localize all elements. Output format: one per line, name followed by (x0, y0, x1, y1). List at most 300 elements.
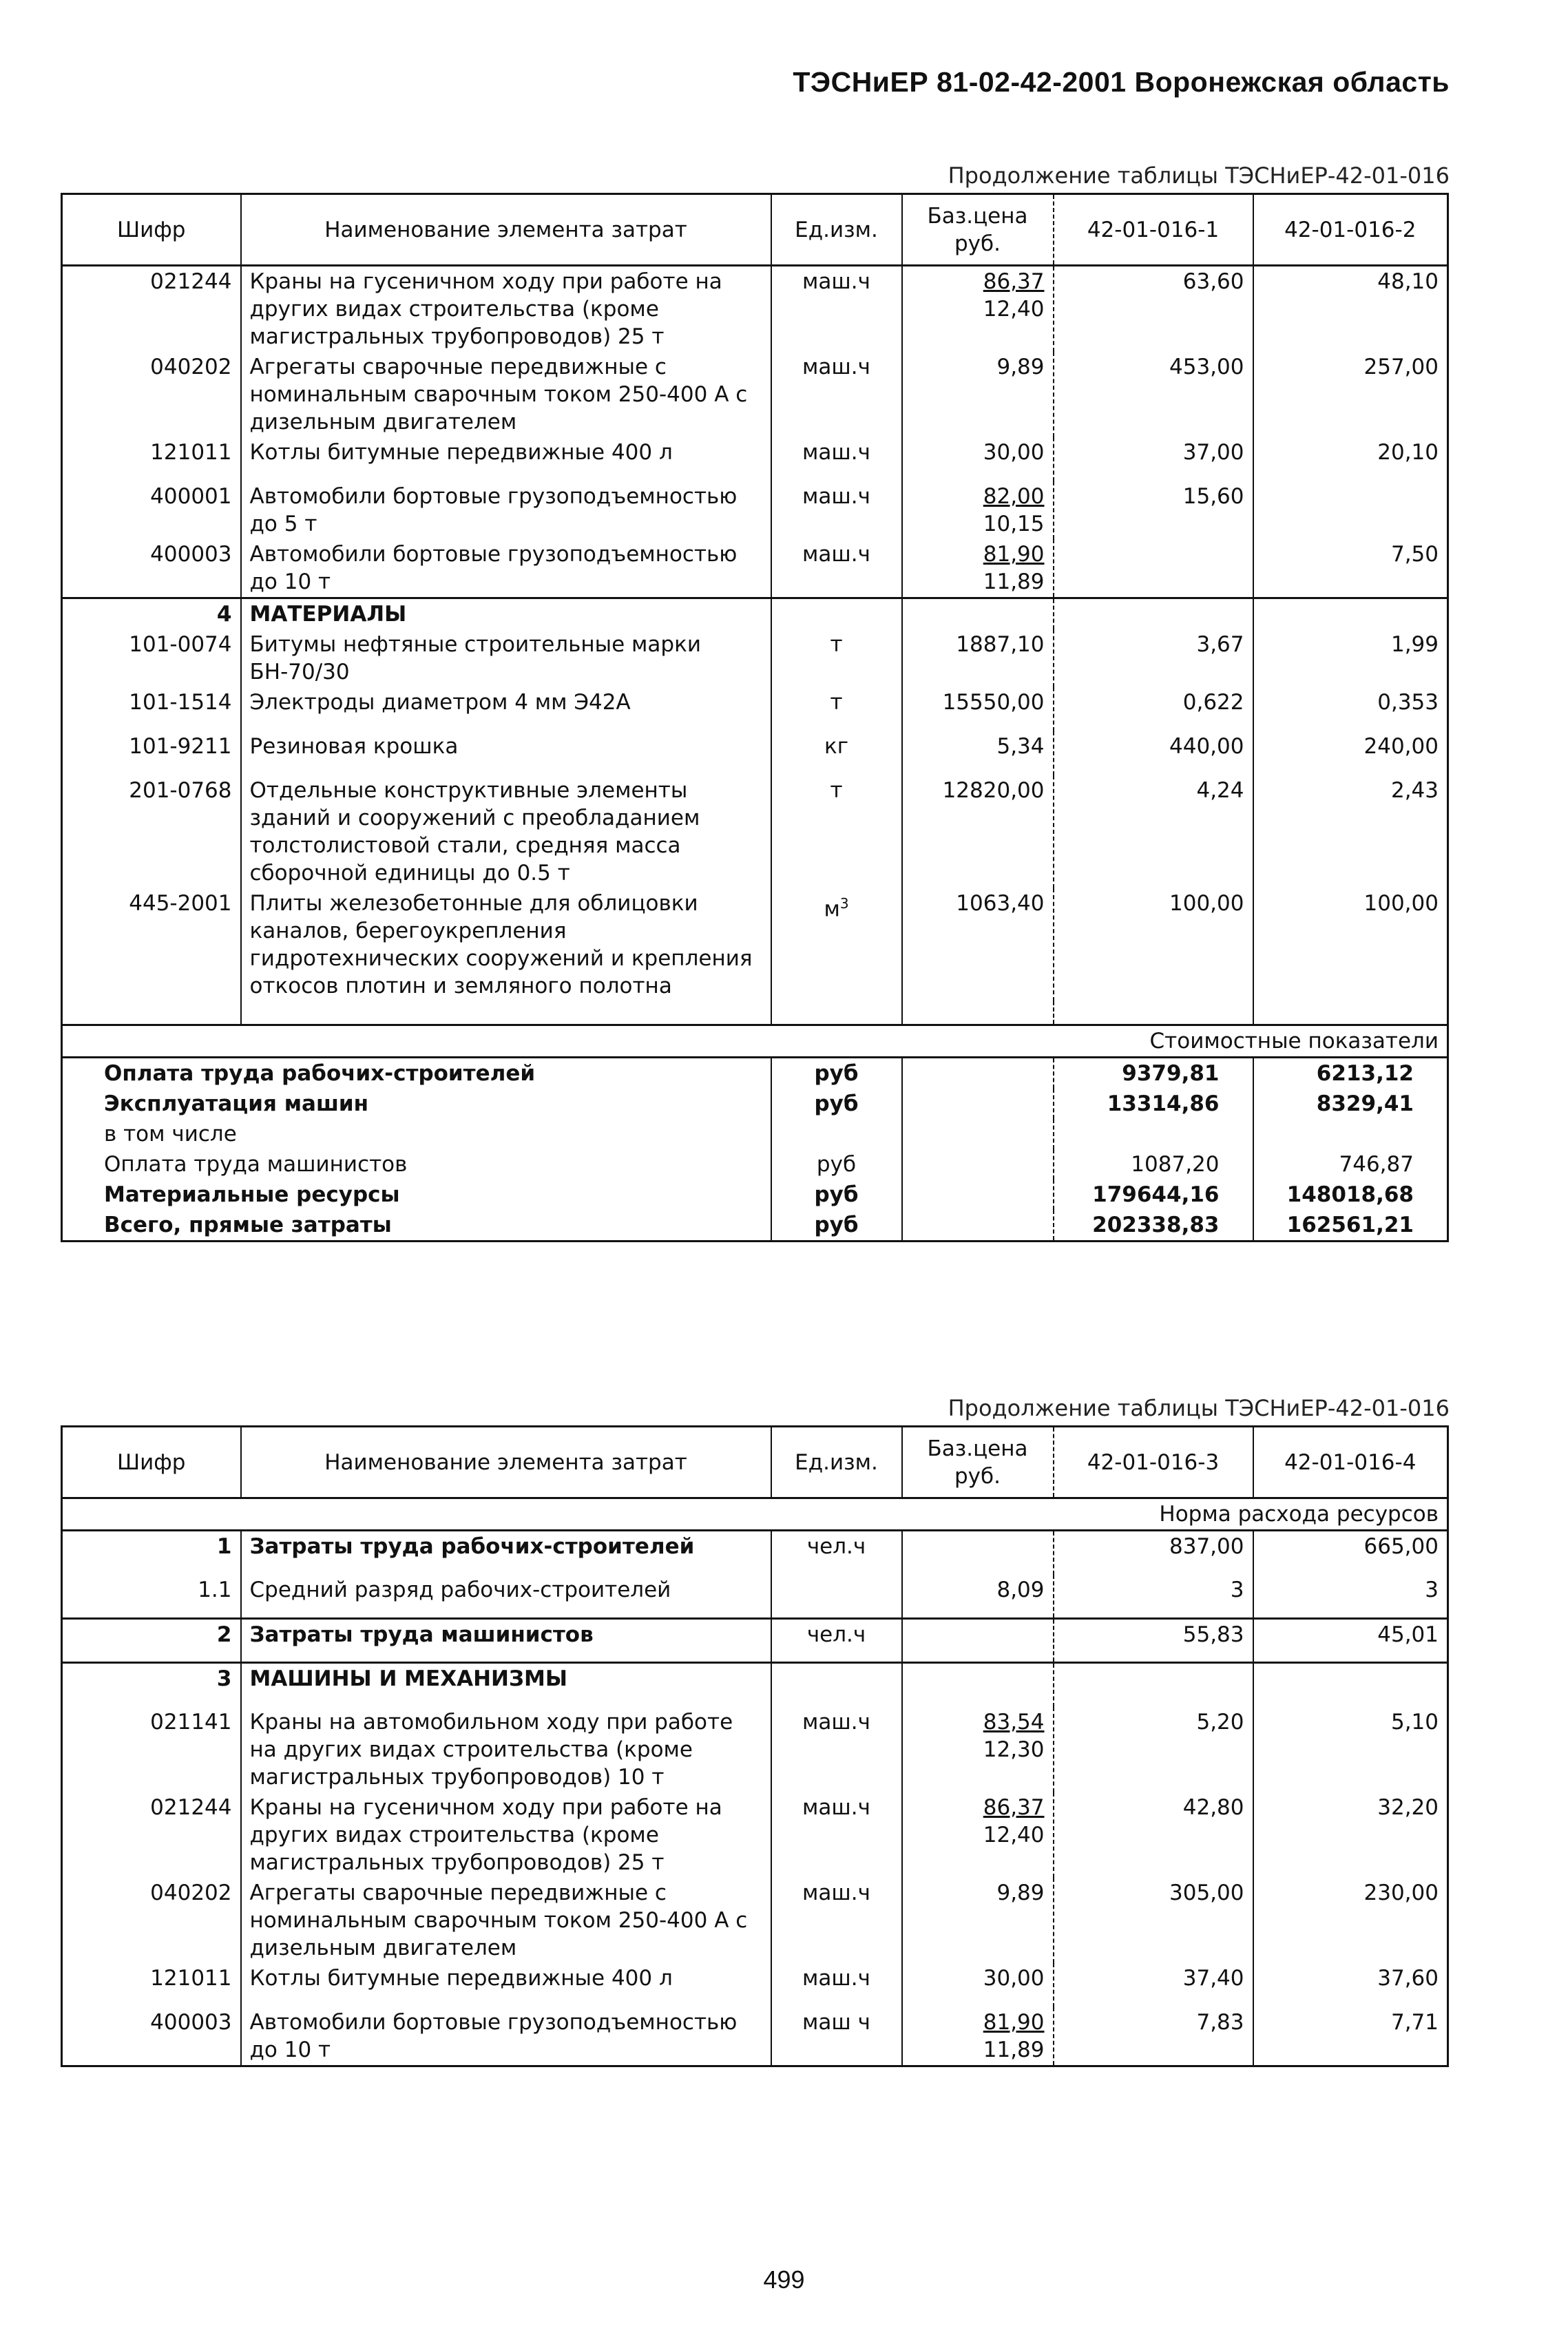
col-code-header: Шифр (62, 194, 241, 266)
table-row (62, 1963, 1448, 2007)
price-cell (902, 2007, 1054, 2066)
code-cell-text: 1 (216, 1534, 232, 1559)
name-cell (241, 1963, 771, 2007)
price-cell (902, 1963, 1054, 2007)
document-header: ТЭСНиЕР 81-02-42-2001 Воронежская область (793, 66, 1450, 98)
name-cell (241, 1878, 771, 1963)
table-row (62, 1663, 1448, 1707)
norm-value-2 (1253, 775, 1448, 888)
col-norm3-header: 42-01-016-3 (1054, 1427, 1253, 1498)
summary-value-1-text: 179644,16 (1092, 1182, 1220, 1207)
summary-value-1 (1054, 1180, 1253, 1210)
summary-label (62, 1089, 771, 1119)
base-price: 5,34 (996, 734, 1045, 759)
table2-header-row (62, 1427, 1448, 1498)
unit-cell-text: маш.ч (802, 484, 870, 509)
name-cell-text: МАШИНЫ И МЕХАНИЗМЫ (249, 1666, 567, 1691)
code-cell-text: 400003 (150, 2009, 232, 2035)
name-cell-text: Затраты труда рабочих-строителей (249, 1534, 695, 1559)
code-cell-text: 021244 (150, 1794, 232, 1820)
unit-cell-text: т (830, 632, 843, 657)
code-cell-text: 040202 (150, 1880, 232, 1905)
summary-value-2-text: 8329,41 (1316, 1091, 1414, 1116)
summary-value-1-text: 1087,20 (1131, 1151, 1220, 1177)
norm-value-2 (1253, 888, 1448, 1001)
norm-value-1 (1054, 437, 1253, 481)
col-name-header: Наименование элемента затрат (241, 194, 771, 266)
summary-empty (902, 1180, 1054, 1210)
summary-label-text: Всего, прямые затраты (104, 1212, 392, 1237)
norm-value-2 (1253, 2007, 1448, 2066)
code-cell (62, 1707, 241, 1792)
norm-value-1 (1054, 1663, 1253, 1707)
name-cell (241, 1619, 771, 1663)
norm-band-row (62, 1498, 1448, 1531)
price-cell (902, 1792, 1054, 1878)
summary-row (62, 1180, 1448, 1210)
table-row (62, 888, 1448, 1001)
spacer-row (62, 1001, 1448, 1025)
name-cell (241, 352, 771, 437)
name-cell-text: Котлы битумные передвижные 400 л (249, 440, 673, 465)
summary-value-1 (1054, 1089, 1253, 1119)
name-cell (241, 1792, 771, 1878)
summary-value-2 (1253, 1210, 1448, 1242)
summary-value-1 (1054, 1149, 1253, 1180)
norm-value-1 (1054, 775, 1253, 888)
name-cell (241, 775, 771, 888)
summary-value-2 (1253, 1149, 1448, 1180)
price-cell (902, 1663, 1054, 1707)
norm-value-2-text: 32,20 (1377, 1794, 1439, 1820)
norm-value-1 (1054, 687, 1253, 731)
summary-unit-text: руб (814, 1060, 859, 1086)
price-cell (902, 888, 1054, 1001)
summary-label-text: Материальные ресурсы (104, 1182, 400, 1207)
summary-value-2 (1253, 1057, 1448, 1089)
code-cell-text: 021141 (150, 1709, 232, 1735)
norm-value-1-text: 5,20 (1196, 1709, 1244, 1735)
cost-band-row (62, 1025, 1448, 1057)
code-cell-text: 101-9211 (129, 734, 232, 759)
price-cell (902, 481, 1054, 539)
base-price: 81,90 (983, 542, 1045, 567)
summary-value-2-text: 6213,12 (1316, 1060, 1414, 1086)
unit-cell-text: маш.ч (802, 269, 870, 294)
norm-value-1-text: 63,60 (1182, 269, 1244, 294)
base-price: 9,89 (996, 1880, 1045, 1905)
price-cell (902, 775, 1054, 888)
unit-cell (771, 352, 902, 437)
name-cell-text: Краны на гусеничном ходу при работе на других видах строительства (кроме магистральных трубопроводов) 25 т (249, 269, 722, 349)
norm-value-1 (1054, 352, 1253, 437)
norm-value-1-text: 0,622 (1182, 690, 1244, 715)
code-cell (62, 539, 241, 598)
summary-label (62, 1119, 771, 1149)
name-cell (241, 888, 771, 1001)
summary-row (62, 1057, 1448, 1089)
norm-value-2 (1253, 1663, 1448, 1707)
name-cell (241, 1531, 771, 1575)
summary-unit-text: руб (816, 1151, 857, 1177)
base-price: 30,00 (983, 1965, 1045, 1991)
summary-label-text: Оплата труда рабочих-строителей (104, 1060, 536, 1086)
code-cell (62, 731, 241, 775)
base-price: 15550,00 (942, 690, 1045, 715)
code-cell (62, 1531, 241, 1575)
code-cell-text: 101-1514 (129, 690, 232, 715)
unit-cell-text: маш.ч (802, 542, 870, 567)
base-price: 9,89 (996, 355, 1045, 379)
summary-label (62, 1149, 771, 1180)
norm-value-2-text: 45,01 (1377, 1622, 1439, 1647)
norm-value-1-text: 3 (1230, 1577, 1244, 1602)
table-row (62, 629, 1448, 687)
unit-cell-text: маш.ч (802, 1965, 870, 1991)
summary-value-1 (1054, 1119, 1253, 1149)
name-cell (241, 1707, 771, 1792)
operator-wage-price: 12,30 (983, 1737, 1045, 1762)
price-cell (902, 1619, 1054, 1663)
norm-value-2-text: 20,10 (1377, 440, 1439, 465)
base-price: 83,54 (983, 1709, 1045, 1735)
unit-cell-text: маш.ч (802, 440, 870, 465)
name-cell (241, 539, 771, 598)
name-cell-text: Средний разряд рабочих-строителей (249, 1577, 671, 1602)
name-cell-text: Резиновая крошка (249, 734, 459, 759)
summary-row (62, 1210, 1448, 1242)
col-norm2-header: 42-01-016-2 (1253, 194, 1448, 266)
unit-cell (771, 539, 902, 598)
summary-unit-text: руб (814, 1212, 859, 1237)
summary-unit (771, 1149, 902, 1180)
summary-value-2 (1253, 1180, 1448, 1210)
unit-cell-text: маш ч (802, 2009, 870, 2035)
norm-value-2 (1253, 687, 1448, 731)
page-number: 499 (763, 2265, 805, 2294)
unit-cell (771, 1963, 902, 2007)
base-price: 8,09 (996, 1577, 1045, 1602)
base-price: 81,90 (983, 2009, 1045, 2035)
table2-caption: Продолжение таблицы ТЭСНиЕР-42-01-016 (948, 1395, 1450, 1421)
unit-cell-text: чел.ч (806, 1622, 866, 1647)
table-row (62, 539, 1448, 598)
code-cell-text: 3 (216, 1666, 232, 1691)
name-cell-text: Краны на гусеничном ходу при работе на других видах строительства (кроме магистральных трубопроводов) 25 т (249, 1794, 722, 1875)
code-cell (62, 266, 241, 353)
code-cell-text: 121011 (150, 1965, 232, 1991)
price-cell (902, 437, 1054, 481)
summary-unit (771, 1119, 902, 1149)
norm-value-1 (1054, 1963, 1253, 2007)
code-cell (62, 1792, 241, 1878)
summary-value-1-text: 9379,81 (1122, 1060, 1220, 1086)
unit-cell-text: маш.ч (802, 1794, 870, 1820)
unit-cell-text: м (824, 897, 840, 922)
base-price: 1063,40 (956, 891, 1045, 916)
table1 (61, 193, 1449, 1242)
table1-materials-body (62, 629, 1448, 1001)
norm-value-2-text: 2,43 (1390, 778, 1439, 803)
norm-value-2 (1253, 266, 1448, 353)
table-row (62, 352, 1448, 437)
norm-value-1-text: 453,00 (1169, 355, 1244, 379)
code-cell (62, 1575, 241, 1619)
summary-unit (771, 1089, 902, 1119)
norm-value-1-text: 100,00 (1169, 891, 1244, 916)
name-cell-text: Затраты труда машинистов (249, 1622, 594, 1647)
norm-value-1 (1054, 481, 1253, 539)
code-cell-text: 400001 (150, 484, 232, 509)
norm-value-1-text: 37,40 (1182, 1965, 1244, 1991)
name-cell-text: Агрегаты сварочные передвижные с номинальным сварочным током 250-400 А с дизельным двигателем (249, 1880, 748, 1960)
col-unit-header: Ед.изм. (771, 194, 902, 266)
code-cell (62, 888, 241, 1001)
summary-empty (902, 1210, 1054, 1242)
norm-band-label: Норма расхода ресурсов (62, 1498, 1448, 1531)
col-norm1-header: 42-01-016-1 (1054, 194, 1253, 266)
summary-row (62, 1119, 1448, 1149)
summary-value-2 (1253, 1089, 1448, 1119)
code-cell-text: 1.1 (198, 1577, 232, 1602)
norm-value-2 (1253, 1575, 1448, 1619)
norm-value-2 (1253, 1619, 1448, 1663)
table1-summary-body (62, 1057, 1448, 1241)
code-cell (62, 775, 241, 888)
unit-cell (771, 1619, 902, 1663)
table-row (62, 1792, 1448, 1878)
norm-value-1 (1054, 1792, 1253, 1878)
unit-cell-text: маш.ч (802, 1709, 870, 1735)
summary-unit (771, 1210, 902, 1242)
section-title: МАТЕРИАЛЫ (241, 598, 771, 630)
summary-label-text: в том числе (104, 1121, 237, 1146)
code-cell-text: 101-0074 (129, 632, 232, 657)
name-cell-text: Автомобили бортовые грузоподъемностью до 10 т (249, 2009, 738, 2062)
norm-value-2 (1253, 629, 1448, 687)
norm-value-1 (1054, 2007, 1253, 2066)
table-row (62, 1531, 1448, 1575)
price-cell (902, 1878, 1054, 1963)
unit-cell (771, 481, 902, 539)
norm-value-2 (1253, 1707, 1448, 1792)
summary-label (62, 1180, 771, 1210)
unit-cell-text: маш.ч (802, 355, 870, 379)
summary-unit-text: руб (814, 1182, 859, 1207)
summary-value-2-text: 162561,21 (1286, 1212, 1414, 1237)
norm-value-2 (1253, 352, 1448, 437)
code-cell-text: 445-2001 (129, 891, 232, 916)
summary-label-text: Оплата труда машинистов (104, 1151, 408, 1177)
norm-value-2-text: 7,71 (1390, 2009, 1439, 2035)
name-cell-text: Отдельные конструктивные элементы зданий и сооружений с преобладанием толстолистовой стали, средняя масса сборочной единицы до 0.5 т (249, 778, 700, 886)
table-row (62, 437, 1448, 481)
price-cell (902, 629, 1054, 687)
table-row (62, 1619, 1448, 1663)
table-row (62, 731, 1448, 775)
norm-value-2 (1253, 731, 1448, 775)
operator-wage-price: 10,15 (983, 512, 1045, 536)
col-name-header: Наименование элемента затрат (241, 1427, 771, 1498)
unit-superscript: 3 (839, 895, 849, 912)
norm-value-2 (1253, 481, 1448, 539)
summary-value-1 (1054, 1057, 1253, 1089)
summary-label (62, 1057, 771, 1089)
norm-value-1 (1054, 629, 1253, 687)
summary-value-1-text: 13314,86 (1107, 1091, 1220, 1116)
summary-value-1 (1054, 1210, 1253, 1242)
norm-value-1-text: 37,00 (1182, 440, 1244, 465)
norm-value-2 (1253, 539, 1448, 598)
summary-value-2-text: 746,87 (1339, 1151, 1414, 1177)
table-row (62, 1707, 1448, 1792)
norm-value-1-text: 440,00 (1169, 734, 1244, 759)
table-row (62, 1878, 1448, 1963)
section-code: 4 (62, 598, 241, 630)
code-cell (62, 629, 241, 687)
name-cell (241, 481, 771, 539)
name-cell (241, 687, 771, 731)
name-cell-text: Битумы нефтяные строительные марки БН-70/30 (249, 632, 701, 684)
name-cell-text: Электроды диаметром 4 мм Э42А (249, 690, 631, 715)
base-price: 12820,00 (942, 778, 1045, 803)
table-row (62, 775, 1448, 888)
norm-value-2-text: 3 (1425, 1577, 1439, 1602)
summary-value-2-text: 148018,68 (1286, 1182, 1414, 1207)
norm-value-2-text: 257,00 (1363, 355, 1439, 379)
unit-cell (771, 1878, 902, 1963)
code-cell (62, 481, 241, 539)
table1-machines-body (62, 266, 1448, 598)
col-code-header: Шифр (62, 1427, 241, 1498)
norm-value-1 (1054, 1531, 1253, 1575)
norm-value-1 (1054, 1619, 1253, 1663)
base-price: 1887,10 (956, 632, 1045, 657)
name-cell (241, 1575, 771, 1619)
unit-cell (771, 687, 902, 731)
unit-cell (771, 629, 902, 687)
table2-body (62, 1531, 1448, 2066)
norm-value-1-text: 4,24 (1196, 778, 1244, 803)
table1-caption: Продолжение таблицы ТЭСНиЕР-42-01-016 (948, 163, 1450, 189)
code-cell-text: 040202 (150, 355, 232, 379)
summary-empty (902, 1149, 1054, 1180)
table-row (62, 2007, 1448, 2066)
unit-cell (771, 2007, 902, 2066)
summary-empty (902, 1119, 1054, 1149)
norm-value-2-text: 37,60 (1377, 1965, 1439, 1991)
norm-value-1-text: 7,83 (1196, 2009, 1244, 2035)
table-row (62, 266, 1448, 353)
unit-cell (771, 775, 902, 888)
summary-value-1-text: 202338,83 (1092, 1212, 1220, 1237)
unit-cell (771, 1707, 902, 1792)
table2 (61, 1425, 1449, 2067)
unit-cell (771, 266, 902, 353)
code-cell (62, 1878, 241, 1963)
price-cell (902, 1575, 1054, 1619)
unit-cell (771, 1663, 902, 1707)
col-price-header: Баз.цена руб. (902, 1427, 1054, 1498)
price-cell (902, 266, 1054, 353)
table-row (62, 687, 1448, 731)
price-cell (902, 731, 1054, 775)
name-cell-text: Автомобили бортовые грузоподъемностью до 10 т (249, 542, 738, 594)
norm-value-2 (1253, 437, 1448, 481)
norm-value-1 (1054, 731, 1253, 775)
code-cell (62, 2007, 241, 2066)
code-cell (62, 1963, 241, 2007)
norm-value-1 (1054, 266, 1253, 353)
name-cell-text: Плиты железобетонные для облицовки каналов, берегоукрепления гидротехнических сооружений и крепления откосов плотин и земляного полотна (249, 891, 753, 998)
summary-row (62, 1149, 1448, 1180)
norm-value-1 (1054, 1707, 1253, 1792)
price-cell (902, 687, 1054, 731)
unit-cell (771, 888, 902, 1001)
name-cell (241, 437, 771, 481)
norm-value-2-text: 230,00 (1363, 1880, 1439, 1905)
norm-value-2-text: 240,00 (1363, 734, 1439, 759)
code-cell-text: 201-0768 (129, 778, 232, 803)
norm-value-2 (1253, 1878, 1448, 1963)
norm-value-2-text: 0,353 (1377, 690, 1439, 715)
base-price: 82,00 (983, 484, 1045, 509)
unit-cell-text: кг (824, 734, 848, 759)
summary-label (62, 1210, 771, 1242)
norm-value-2-text: 5,10 (1390, 1709, 1439, 1735)
norm-value-2 (1253, 1531, 1448, 1575)
norm-value-2-text: 1,99 (1390, 632, 1439, 657)
summary-unit-text: руб (814, 1091, 859, 1116)
name-cell-text: Автомобили бортовые грузоподъемностью до 5 т (249, 484, 738, 536)
name-cell-text: Краны на автомобильном ходу при работе на других видах строительства (кроме магистральных трубопроводов) 10 т (249, 1709, 733, 1790)
summary-empty (902, 1089, 1054, 1119)
table1-header-row (62, 194, 1448, 266)
operator-wage-price: 11,89 (983, 2037, 1045, 2062)
table-row (62, 481, 1448, 539)
norm-value-2-text: 48,10 (1377, 269, 1439, 294)
norm-value-1-text: 837,00 (1169, 1534, 1244, 1559)
norm-value-1 (1054, 1878, 1253, 1963)
name-cell (241, 731, 771, 775)
norm-value-1-text: 305,00 (1169, 1880, 1244, 1905)
unit-cell-text: т (830, 690, 843, 715)
name-cell (241, 2007, 771, 2066)
summary-empty (902, 1057, 1054, 1089)
summary-label-text: Эксплуатация машин (104, 1091, 369, 1116)
norm-value-1 (1054, 539, 1253, 598)
operator-wage-price: 12,40 (983, 297, 1045, 322)
code-cell-text: 400003 (150, 542, 232, 567)
name-cell (241, 266, 771, 353)
section-materials-row (62, 598, 1448, 630)
norm-value-2 (1253, 1963, 1448, 2007)
col-unit-header: Ед.изм. (771, 1427, 902, 1498)
norm-value-1-text: 3,67 (1196, 632, 1244, 657)
code-cell (62, 687, 241, 731)
base-price: 30,00 (983, 440, 1045, 465)
price-cell (902, 1531, 1054, 1575)
norm-value-1-text: 55,83 (1182, 1622, 1244, 1647)
base-price: 86,37 (983, 1794, 1045, 1820)
unit-cell-text: чел.ч (806, 1534, 866, 1559)
code-cell (62, 1619, 241, 1663)
summary-unit (771, 1057, 902, 1089)
unit-cell (771, 437, 902, 481)
unit-cell (771, 1792, 902, 1878)
operator-wage-price: 11,89 (983, 569, 1045, 594)
cost-band-label: Стоимостные показатели (62, 1025, 1448, 1057)
